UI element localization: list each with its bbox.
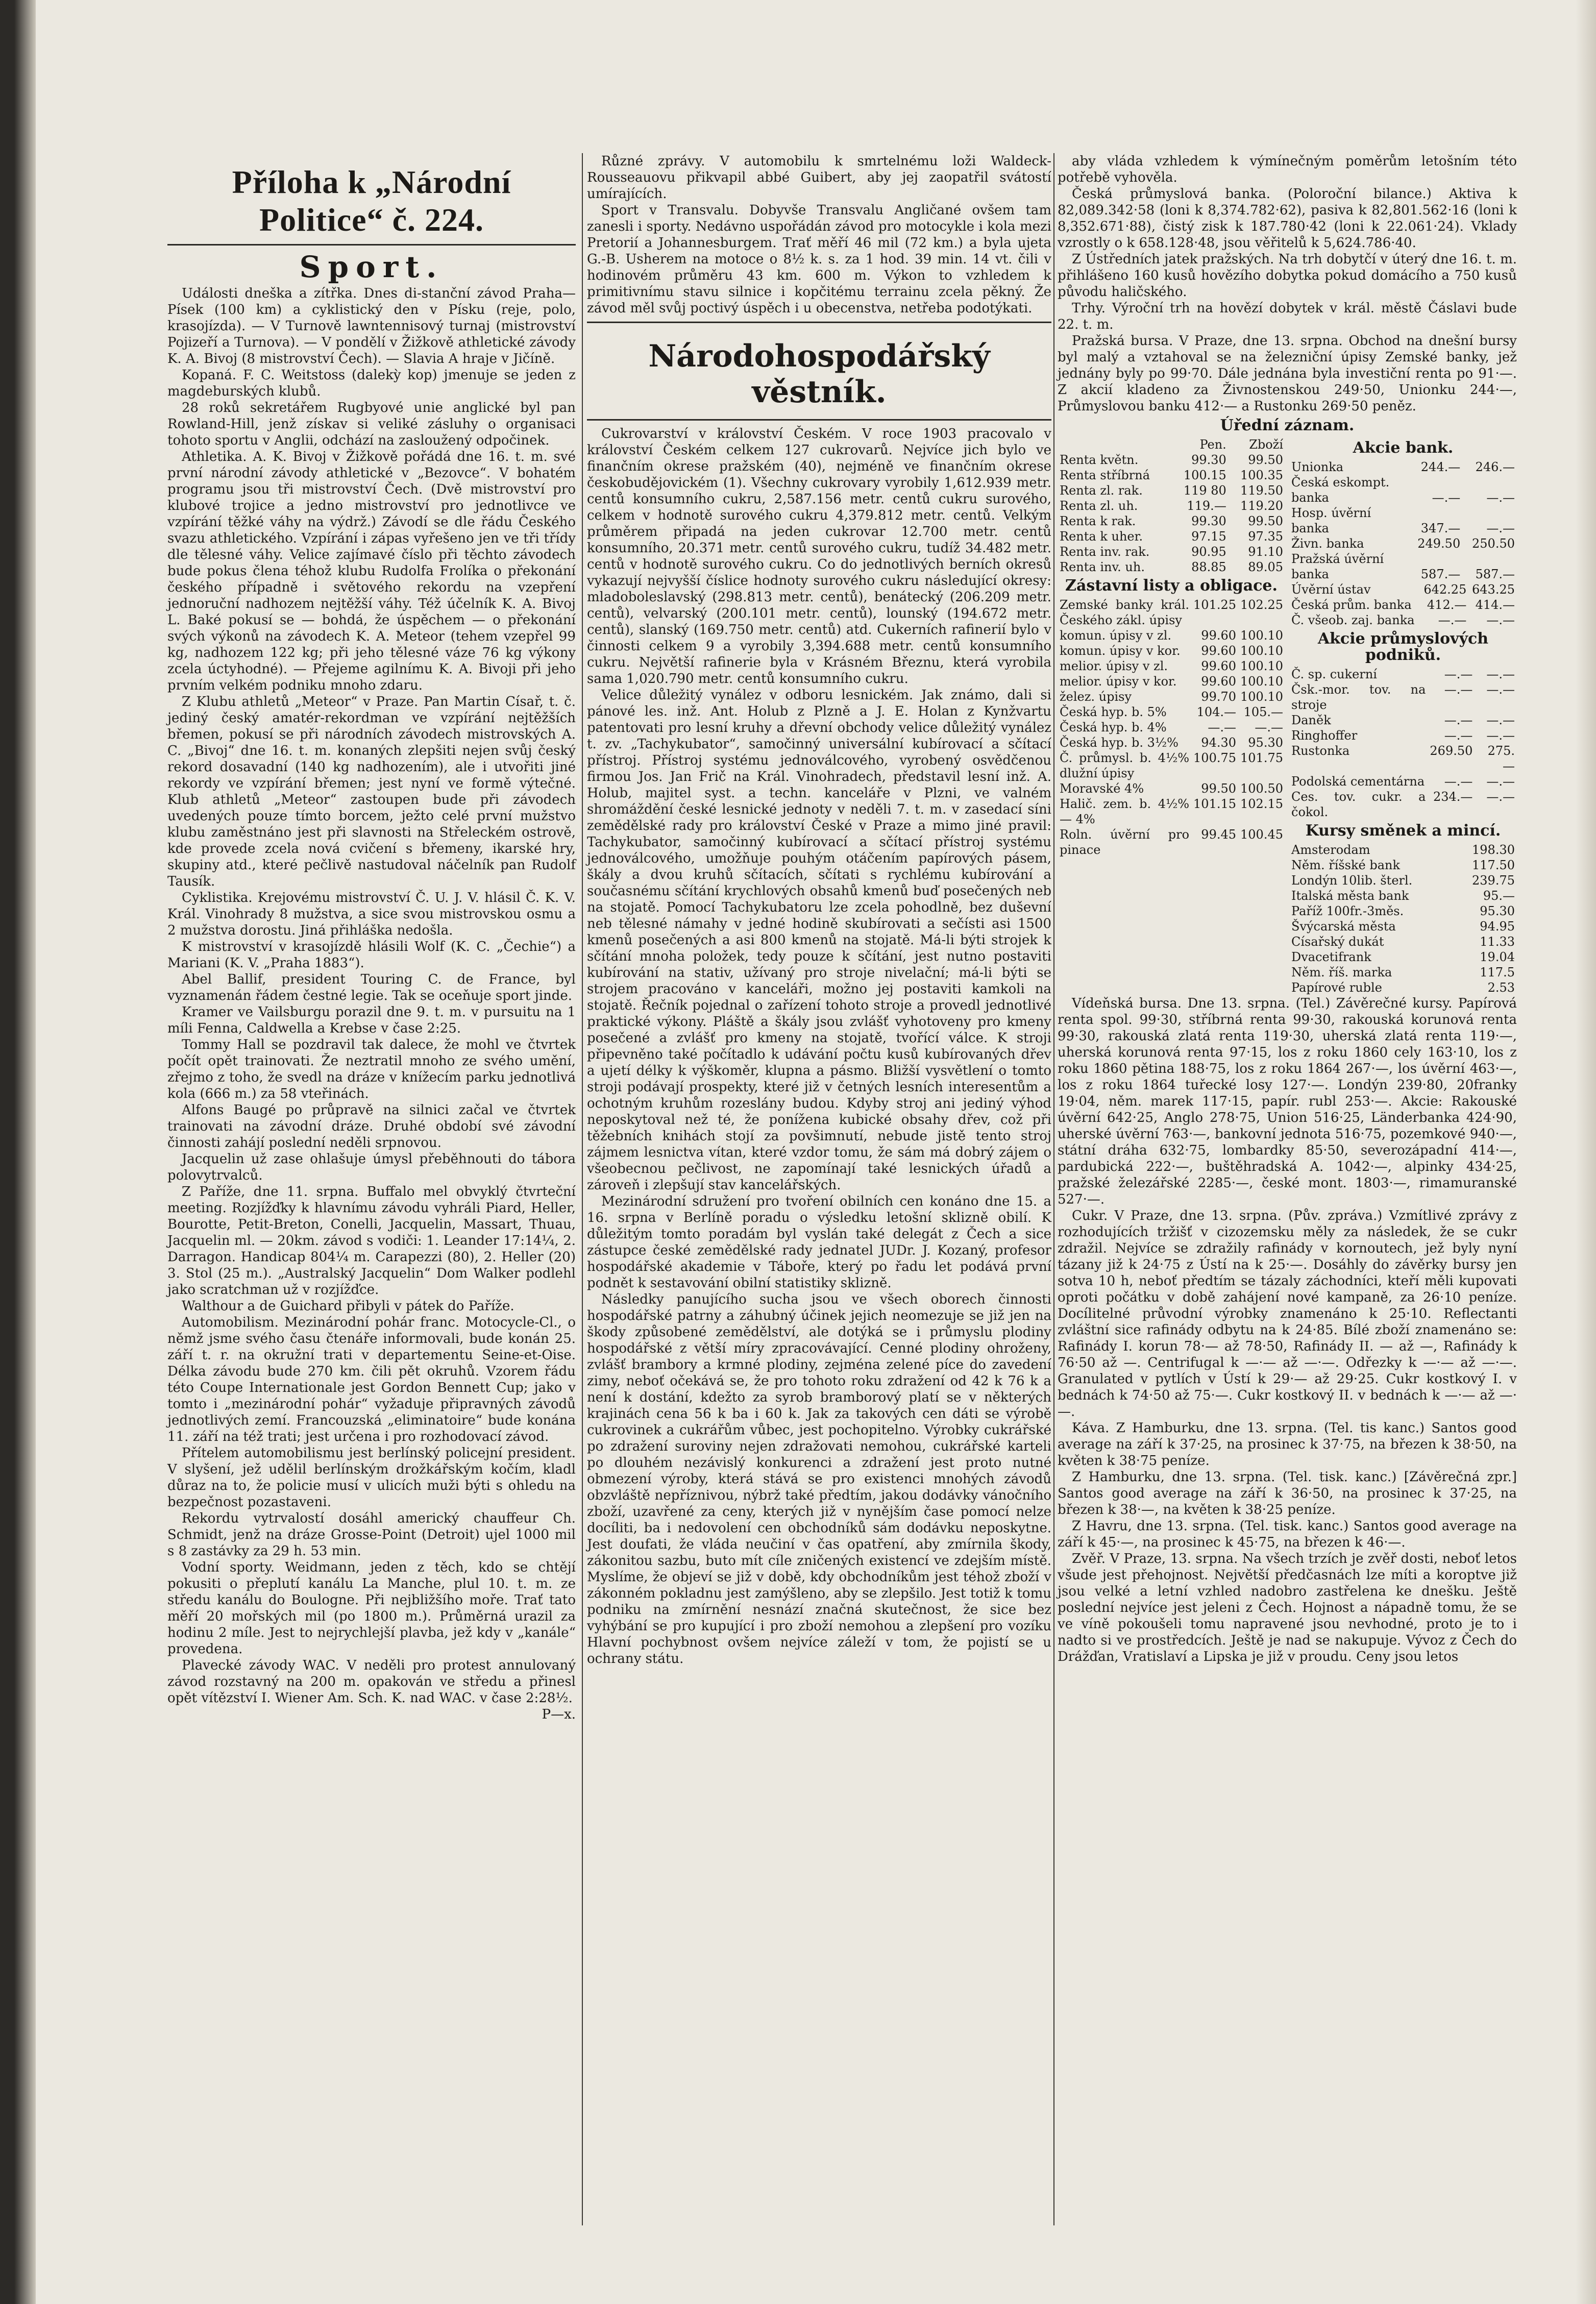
news-paragraph: Různé zprávy. V automobilu k smrtelnému loži Waldeck-Rousseauovu přikvapil abbé Guibert, aby jej zaopatřil svátostí umírajících. bbox=[587, 154, 1051, 202]
smenky-row bbox=[1289, 842, 1517, 857]
item-name: Papírové ruble bbox=[1291, 981, 1382, 995]
item-name: Ces. tov. cukr. a čokol. bbox=[1291, 790, 1426, 819]
item-value: 117.5 bbox=[1480, 965, 1515, 979]
item-name: Renta zl. rak. bbox=[1060, 483, 1143, 498]
item-value: 100.10 bbox=[1240, 659, 1283, 673]
renta-row bbox=[1058, 452, 1285, 468]
market-paragraph: Vídeňská bursa. Dne 13. srpna. (Tel.) Závěrečné kursy. Papírová renta spol. 99·30, stříbrná renta 99·30, rakouská korunová renta 99·30, rakouská zlatá renta 119·30, uherská zlatá renta 119·—, uherská korunová renta 97·15, los z roku 1860 cely 163·10, los z roku 1860 pětina 188·75, los z roku 1864 267·—, los úvěrní 463·—, los z roku 1864 tuřecké losy 127·—. Londýn 239·80, 20franky 19·04, něm. marek 117·15, papír. rubl 253·—. Akcie: Rakouské úvěrní 642·25, Anglo 278·75, Union 516·25, Länderbanka 424·90, uherské úvěrní 763·—, bankovní jednota 516·75, pozemkové 940·—, státní dráha 632·75, lombardky 85·50, severozápadní 414·—, pardubická 222·—, buštěhradská A. 1042·—, alpinky 434·25, pražské železářské 2285·—, české mont. 1803·—, rimamuranské 527·—. bbox=[1058, 996, 1517, 1207]
item-value: —.— bbox=[1486, 613, 1515, 627]
renta-row bbox=[1058, 498, 1285, 513]
item-value: —.— bbox=[1444, 682, 1473, 697]
vestnik-paragraph: Cukrovarství v království Českém. V roce 1903 pracovalo v království Českém celkem 127 cukrovarů. Nejvíce jich bylo ve finančním okrese pražském (40), nejméně ve finančním okrese českobudějovickém (1). Všechny cukrovary vyrobily 1,612.939 metr. centů konsumního cukru, 2,587.156 metr. centů cukru surového, celkem v hodnotě surového cukru 4,379.812 metr. centů. Velkým průměrem připadá na jeden cukrovar 12.700 metr. centů konsumního, 20.371 metr. centů surového cukru, tudíž 34.482 metr. centů v hodnotě surového cukru. Co do jednotlivých berních okresů vykazují nejvyšší číslice hodnoty surového cukru následující okresy: mladoboleslavský (298.813 metr. centů), benátecký (206.209 metr. centů), velvarský (200.101 metr. centů), lounský (194.672 metr. centů), slanský (169.750 metr. centů) atd. Cukerních rafinerií bylo v činnosti celkem 9 a vyrobily 3,394.688 metr. centů konsumního cukru. Největší rafinerie byla v Krásném Březnu, která vyrobila sama 1,020.790 metr. centů konsumního cukru. bbox=[587, 426, 1051, 687]
item-value: —.— bbox=[1486, 491, 1515, 505]
news-paragraph: Sport v Transvalu. Dobyvše Transvalu Angličané ovšem tam zanesli i sporty. Nedávno uspořádán závod pro motocykle i kola mezi Pretorií a Johannesburgem. Trať měří 46 mil (72 km.) a byla ujeta G.-B. Usherem na motoce o 8½ k. s. za 1 hod. 39 min. 14 vt. čili v hodinovém průměru 43 km. 600 m. Výkon to vzhledem k primitivnímu stavu silnice i kopčitému terrainu zcela pěkný. Že závod měl svůj poctivý úspěch i u obecenstva, netřeba podotýkati. bbox=[587, 203, 1051, 316]
renta-row bbox=[1058, 529, 1285, 544]
item-name: banka bbox=[1291, 521, 1329, 535]
item-value: 102.15 bbox=[1240, 797, 1283, 811]
zastavni-table bbox=[1058, 597, 1285, 857]
sport-paragraph: Tommy Hall se pozdravil tak dalece, že mohl ve čtvrtek počít opět trainovati. Že neztratil mnoho ze svého umění, zřejmo z toho, že svedl na dráze v knížecím parku jednotlivá kola (666 m.) za 58 vteřinách. bbox=[167, 1037, 576, 1101]
akcie-row bbox=[1289, 567, 1517, 582]
economy-paragraph: aby vláda vzhledem k výmínečným poměrům letošním této potřebě vyhověla. bbox=[1058, 154, 1517, 185]
item-name: Česká hyp. b. 3½% bbox=[1060, 736, 1178, 750]
item-value: 99.30 bbox=[1191, 453, 1226, 467]
item-value: —.— bbox=[1444, 774, 1473, 789]
item-name: Ringhoffer bbox=[1291, 728, 1358, 743]
item-value: 89.05 bbox=[1248, 560, 1283, 574]
zastavni-row bbox=[1058, 796, 1285, 827]
item-value: 102.25 bbox=[1240, 598, 1283, 612]
item-value bbox=[1462, 505, 1517, 521]
prumysl-row bbox=[1289, 789, 1517, 820]
vestnik-paragraph: Následky panujícího sucha jsou ve všech oborech činnosti hospodářské patrny a záhubný účinek jejich neomezuje se již jen na škody způsobené zemědělství, ale dotýká se i průmyslu plodiny hospodářské z větší míry zpracovávající. Cenné plodiny ohroženy, zvlášť brambory a krmné plodiny, zejména zelené píce do zavedení zimy, neboť očekává se, že pro tohoto roku zdražení od 42 k 76 k a není k dostání, kdežto za syrob bramborový platí se v některých krajinách cena 56 k ba i 60 k. Jak za takových cen dáti se výrobě cukrovinek a cukrářům vůbec, jest pochopitelno. Výrobky cukrářské po zdražení suroviny nejen zdražovati nemohou, cukrářské karteli po dlouhém nezávislý konkurenci a zdražení jest proto nutné obmezení výroby, která stává se pro existenci mnohých závodů obzvláště nepříznivou, nýbrž také předtím, jakou dodávky vánočního zboží, uzavřené za ceny, kterých již v nynějším čase pomocí nelze docíliti, ba i nedovolení cen obchodníků sám dodávku neposkytne. Jest doufati, že vláda neučiní v čas opatření, aby zmírnila škody, zákonitou sazbu, buto mít cíle zničených existencí ve zdejším místě. Myslíme, že objeví se již v době, kdy obchodníkům jest téhož zboží v zákonném pokladnu jest zamýšleno, aby se zlepšilo. Jest totiž k tomu podniku na zmírnění nesnází značná skutečnost, že sice bez vyhýbání se pro kupující i pro zboží nemohou a zlepšení pro vozíku Hlavní pochybnost ovšem nejvíce záleží v tom, že pojistí se u ochrany státu. bbox=[587, 1292, 1051, 1666]
item-value: —.— bbox=[1444, 667, 1473, 681]
renta-row bbox=[1058, 544, 1285, 559]
renta-table bbox=[1058, 437, 1285, 575]
divider bbox=[587, 322, 1051, 323]
akcie-row bbox=[1289, 582, 1517, 597]
item-value bbox=[1408, 505, 1462, 521]
item-name: Úvěrní ústav bbox=[1291, 582, 1371, 597]
item-value: 90.95 bbox=[1191, 545, 1226, 559]
sport-paragraph: K mistrovství v krasojízdě hlásili Wolf (K. C. „Čechie“) a Mariani (K. V. „Praha 1883“). bbox=[167, 939, 576, 971]
item-value: 95.30 bbox=[1248, 736, 1283, 750]
item-value: 99.50 bbox=[1201, 781, 1237, 796]
zastavni-row bbox=[1058, 689, 1285, 704]
item-value: —.— bbox=[1208, 720, 1237, 734]
item-value: 414.— bbox=[1475, 598, 1515, 612]
prumysl-title: Akcie průmyslových podniků. bbox=[1317, 630, 1489, 664]
sport-paragraph: Alfons Baugé po průpravě na silnici začal ve čtvrtek trainovati na závodní dráze. Druhé období své závodní činnosti zahájí poslední neděli srpnovou. bbox=[167, 1102, 576, 1150]
item-value: —.— bbox=[1486, 521, 1515, 535]
prumysl-table bbox=[1289, 667, 1517, 820]
item-value: 100.10 bbox=[1240, 674, 1283, 689]
zastavni-row bbox=[1058, 720, 1285, 735]
col-header: Pen. bbox=[1199, 437, 1226, 452]
sport-paragraph: Události dneška a zítřka. Dnes di-stanční závod Praha—Písek (100 km) a cyklistický den v Písku (reje, polo, krasojízda). — V Turnově lawntennisový turnaj (mistrovství Pojizeří a Turnova). — V pondělí v Žižkově athletické závody K. A. Bivoj (8 mistrovství Čech). — Slavia A hraje v Jičíně. bbox=[167, 286, 576, 366]
zastavni-title: Zástavní listy a obligace. bbox=[1065, 577, 1278, 595]
item-name: Amsterodam bbox=[1291, 843, 1370, 857]
item-value bbox=[1462, 551, 1517, 567]
item-value: 99.60 bbox=[1201, 659, 1237, 673]
item-value: 91.10 bbox=[1248, 545, 1283, 559]
item-value: 99.50 bbox=[1248, 514, 1283, 528]
item-name: banka bbox=[1291, 491, 1329, 505]
item-value: 234.— bbox=[1433, 790, 1473, 804]
zastavni-row bbox=[1058, 658, 1285, 674]
item-value: 94.30 bbox=[1201, 736, 1237, 750]
zastavni-row bbox=[1058, 781, 1285, 796]
vestnik-articles bbox=[587, 426, 1051, 1667]
zastavni-row bbox=[1058, 750, 1285, 781]
item-value: 99.60 bbox=[1201, 628, 1237, 643]
item-value: 643.25 bbox=[1472, 582, 1515, 597]
item-name: Rustonka bbox=[1291, 744, 1350, 758]
economy-paragraph: Trhy. Výroční trh na hovězí dobytek v král. městě Čáslavi bude 22. t. m. bbox=[1058, 301, 1517, 332]
item-value: 412.— bbox=[1427, 598, 1467, 612]
item-value: 95.30 bbox=[1480, 904, 1515, 918]
akcie-row bbox=[1289, 490, 1517, 505]
item-name: komun. úpisy v zl. bbox=[1060, 628, 1172, 643]
smenky-row bbox=[1289, 888, 1517, 903]
akcie-row bbox=[1289, 521, 1517, 536]
item-value: 119.20 bbox=[1240, 499, 1283, 513]
item-value: —.— bbox=[1255, 720, 1283, 734]
zastavni-row bbox=[1058, 597, 1285, 628]
item-name: Něm. říšské bank bbox=[1291, 858, 1401, 872]
sport-paragraph: 28 roků sekretářem Rugbyové unie anglické byl pan Rowland-Hill, jenž získav si veliké zásluhy o organisaci tohoto sportu v Anglii, odchází na zasloužený odpočinek. bbox=[167, 400, 576, 448]
item-name: Renta k uher. bbox=[1060, 529, 1143, 544]
item-name: Renta stříbrná bbox=[1060, 468, 1150, 482]
item-name: Roln. úvěrní pro pinace bbox=[1060, 827, 1190, 857]
item-value: 244.— bbox=[1420, 460, 1461, 474]
zaznam-tables bbox=[1058, 437, 1517, 995]
economy-paragraph: Z Ústředních jatek pražských. Na trh dobytčí v úterý dne 16. t. m. přihlášeno 160 kusů hovězího dobytka pokud domácího a 750 kusů původu haličského. bbox=[1058, 252, 1517, 300]
item-value: 642.25 bbox=[1423, 582, 1467, 597]
smenky-row bbox=[1289, 857, 1517, 873]
item-name: Dvacetifrank bbox=[1291, 950, 1371, 964]
smenky-row bbox=[1289, 980, 1517, 995]
item-value: 99.60 bbox=[1201, 674, 1237, 689]
akcie-row bbox=[1289, 505, 1517, 521]
item-name: Daněk bbox=[1291, 713, 1331, 727]
smenky-row bbox=[1289, 903, 1517, 919]
zastavni-row bbox=[1058, 674, 1285, 689]
renta-row bbox=[1058, 513, 1285, 529]
item-name: Česká prům. banka bbox=[1291, 598, 1412, 612]
smenky-row bbox=[1289, 873, 1517, 888]
item-name: komun. úpisy v kor. bbox=[1060, 644, 1181, 658]
item-value: 100.10 bbox=[1240, 628, 1283, 643]
item-name: Švýcarská města bbox=[1291, 919, 1396, 934]
sport-paragraph: Abel Ballif, president Touring C. de France, byl vyznamenán řádem čestné legie. Tak se oceňuje sport jinde. bbox=[167, 972, 576, 1003]
item-value: 99.70 bbox=[1201, 690, 1237, 704]
item-value: 99.60 bbox=[1201, 644, 1237, 658]
signature: P—x. bbox=[542, 1707, 576, 1722]
market-reports bbox=[1058, 995, 1517, 1665]
item-value: —.— bbox=[1486, 790, 1515, 804]
item-value: 246.— bbox=[1475, 460, 1515, 474]
item-value: 19.04 bbox=[1480, 950, 1515, 964]
sport-paragraph: Kopaná. F. C. Weitstoss (dalekỳ kop) jmenuje se jeden z magdeburských klubů. bbox=[167, 367, 576, 399]
akcie-bank-table bbox=[1289, 459, 1517, 582]
akcie-row bbox=[1289, 475, 1517, 490]
item-value bbox=[1462, 475, 1517, 490]
prumysl-row bbox=[1289, 667, 1517, 682]
item-value: 101.25 bbox=[1193, 598, 1237, 612]
market-paragraph: Cukr. V Praze, dne 13. srpna. (Pův. zpráva.) Vzmítlivé zprávy z rozhodujících tržišť v cizozemsku měly za následek, že se cukr zdražil. Nejvíce se zdražily rafinády v kornoutech, jež byly nyní tázany již k 24·75 z Ústí na k 25·—. Dosáhly do závěrky bursy jen sotva 10 h, neboť předtím se tázaly záchodníci, kteří měli kupovati oproti počátku v době zahájení nové kampaně, za 26·10 peníze. Docílitelné průvodní výrobky znamenáno k 25·10. Reflectanti zvláštní sice rafinády odbytu na k 24·85. Bílé zboží znamenáno se: Rafinády I. korun 78·— až 78·50, Rafinády II. — až —, Rafinády k 76·50 až —. Centrifugal k —·— až —·—. Odřezky k —·— až —·—. Granulated v pytlích v Ústí k 29·— až 29·25. Cukr kostkový I. v bednách k 74·50 až 75·—. Cukr kostkový II. v bednách k —·— až —·—. bbox=[1058, 1208, 1517, 1419]
item-name: Renta zl. uh. bbox=[1060, 499, 1138, 513]
item-name: Živn. banka bbox=[1291, 536, 1364, 551]
item-value: 100.10 bbox=[1240, 644, 1283, 658]
column-news bbox=[587, 153, 1051, 1667]
item-value: 100.50 bbox=[1240, 781, 1283, 796]
divider bbox=[587, 419, 1051, 421]
sport-paragraph: Přítelem automobilismu jest berlínský policejní president. V slyšení, jež udělil berlínským drožkářským kočím, kladl důraz na to, že policie musí v ulicích muži býti s ohledu na bezpečnost pozastaveni. bbox=[167, 1445, 576, 1510]
item-name: Č. sp. cukerní bbox=[1291, 667, 1377, 681]
item-name: Renta květn. bbox=[1060, 453, 1139, 467]
sport-paragraph: Vodní sporty. Weidmann, jeden z těch, kdo se chtějí pokusiti o přeplutí kanálu La Manche, plul 10. t. m. ze středu kanálu do Boulogne. Při nejbližšího moře. Trať tato měří 20 mořských mil (po 1800 m.). Průměrná urazil za hodinu 2 míle. Jest to nejrychlejší plavba, jež kdy v „kanále“ provedena. bbox=[167, 1560, 576, 1657]
item-name: Italská města bank bbox=[1291, 889, 1409, 903]
zastavni-row bbox=[1058, 643, 1285, 658]
item-value: 119 80 bbox=[1183, 483, 1226, 498]
item-value: 275.— bbox=[1487, 744, 1515, 773]
item-name: Č. všeob. zaj. banka bbox=[1291, 613, 1415, 627]
item-value: —.— bbox=[1486, 774, 1515, 789]
smenky-row bbox=[1289, 965, 1517, 980]
economy-paragraph: Pražská bursa. V Praze, dne 13. srpna. Obchod na dnešní bursy byl malý a vztahoval se na železniční úpisy Zemské banky, jež jednány byly po 99·70. Dále jednána byla investiční renta po 91·—. Z akcií kladeno za Živnostenskou 249·50, Unionku 244·—, Průmyslovou banku 412·— a Rustonku 269·50 peněz. bbox=[1058, 333, 1517, 414]
sport-paragraph: Jacquelin už zase ohlašuje úmysl přeběhnouti do tábora polovytrvalců. bbox=[167, 1151, 576, 1183]
item-value: —.— bbox=[1432, 491, 1461, 505]
item-value: 100.75 bbox=[1193, 751, 1237, 765]
item-value: 101.15 bbox=[1193, 797, 1237, 811]
prumysl-row bbox=[1289, 713, 1517, 728]
item-value: —.— bbox=[1486, 713, 1515, 727]
akcie-row bbox=[1289, 459, 1517, 475]
item-name: Renta inv. rak. bbox=[1060, 545, 1150, 559]
sport-articles bbox=[167, 285, 576, 1723]
sport-paragraph: Z Klubu athletů „Meteor“ v Praze. Pan Martin Císař, t. č. jediný český amatér-rekordman ve vzpírání nejtěžších břemen, pokusí se při národních závodech mistrovských A. C. „Bivoj“ dne 16. t. m. konaných zlepšiti nejen svůj český rekord dosavadní (140 kg nadhozením), ale i utvořiti jiné rekordy ve vzpírání břemen; jest nyní ve formě výtečné. Klub athletů „Meteor“ zastoupen bude při závodech uvedených pouze tímto borcem, ježto celé první mužstvo klubu zaměstnáno jest při slavnosti na Střeleckém ostrově, kde provede zcela nová cvičení s břemeny, ikarské hry, skupiny atd., které pečlivě nastudoval náčelník pan Rudolf Tausík. bbox=[167, 694, 576, 889]
zastavni-row bbox=[1058, 704, 1285, 720]
akcie-row bbox=[1289, 597, 1517, 612]
item-value: —.— bbox=[1438, 613, 1467, 627]
item-name: Česká hyp. b. 5% bbox=[1060, 705, 1167, 719]
item-value: 250.50 bbox=[1472, 536, 1515, 551]
misc-news bbox=[587, 153, 1051, 316]
item-value: 100.15 bbox=[1183, 468, 1226, 482]
prumysl-row bbox=[1289, 774, 1517, 789]
scan-right-edge bbox=[1576, 0, 1596, 2304]
item-value: 104.— bbox=[1196, 705, 1237, 719]
vestnik-title: Národohospodářský věstník. bbox=[648, 338, 990, 410]
item-value: 587.— bbox=[1475, 567, 1515, 581]
col-header: Zboží bbox=[1249, 437, 1283, 452]
item-value: 249.50 bbox=[1417, 536, 1461, 551]
item-name: Renta inv. uh. bbox=[1060, 560, 1145, 574]
sport-paragraph: Athletika. A. K. Bivoj v Žižkově pořádá dne 16. t. m. své první národní závody athletické v „Bezovce“. V bohatém programu jsou tři mistrovství Čech. (Dvě mistrovství pro klubové trojice a jedno mistrovství pro jednotlivce ve vzpírání těžké váhy na výdrž.) Závodí se dle řádu Českého svazu athletického. Vzpírání i zápas vyřešeno jen ve tři třídy dle tělesné váhy. Velice zajímavé číslo při těchto závodech bude pokus člena téhož klubu Rudolfa Frolíka o překonání českého případně i světového rekordu na vzepření jednoruční nadhozem nejtěžší váhy. Též účelník K. A. Bivoj L. Baké pokusí se — bohdá, že úspěchem — o překonání svých výkonů na závodech K. A. Meteor (tehem vzepřel 99 kg, nadhozem 122 kg; při jeho tělesné váze 76 kg výkony zcela úctyhodné). — Přejeme agilnímu K. A. Bivoji při jeho prvním velkém podniku mnoho zdaru. bbox=[167, 449, 576, 693]
item-value: 95.— bbox=[1483, 889, 1515, 903]
item-name: Česká hyp. b. 4% bbox=[1060, 720, 1167, 734]
item-value: 119.50 bbox=[1240, 483, 1283, 498]
zaznam-title: Úřední záznam. bbox=[1220, 416, 1355, 434]
item-value bbox=[1408, 475, 1462, 490]
column-rule-1 bbox=[582, 153, 583, 2225]
item-value bbox=[1408, 551, 1462, 567]
item-value: —.— bbox=[1444, 728, 1473, 743]
item-value: 99.30 bbox=[1191, 514, 1226, 528]
item-name: želez. úpisy bbox=[1060, 690, 1132, 704]
item-value: 99.45 bbox=[1201, 827, 1237, 842]
column-sport bbox=[167, 153, 576, 1723]
sport-paragraph: Rekordu vytrvalostí dosáhl americký chauffeur Ch. Schmidt, jenž na dráze Grosse-Point (Detroit) ujel 1000 mil s 8 zastávky za 29 h. 53 min. bbox=[167, 1511, 576, 1559]
item-value: 2.53 bbox=[1487, 981, 1515, 995]
item-value: 198.30 bbox=[1472, 843, 1515, 857]
item-name: banka bbox=[1291, 567, 1329, 581]
item-value: 269.50 bbox=[1430, 744, 1473, 758]
akcie-bank-title: Akcie bank. bbox=[1353, 439, 1454, 457]
akcie-row bbox=[1289, 551, 1517, 567]
market-paragraph: Z Havru, dne 13. srpna. (Tel. tisk. kanc.) Santos good average na září k 45·—, na prosinec k 45·75, na březen k 46·—. bbox=[1058, 1518, 1517, 1550]
vestnik-paragraph: Mezinárodní sdružení pro tvoření obilních cen konáno dne 15. a 16. srpna v Berlíně poradu o výsledku letošní sklizně obilí. K důležitým tomto poradám byl vyslán také delegát z Čech a sice zástupce české zemědělské rady jednatel JUDr. J. Kozaný, profesor hospodářské akademie v Táboře, který po řadu let podává první podnět k sestavování obilní statistiky sklizně. bbox=[587, 1194, 1051, 1291]
sport-paragraph: Plavecké závody WAC. V neděli pro protest annulovaný závod rozstavný na 200 m. opakován ve středu a přinesl opět vítězství I. Wiener Am. Sch. K. nad WAC. v čase 2:28½. bbox=[167, 1658, 576, 1706]
renta-row bbox=[1058, 468, 1285, 483]
item-value: 100.35 bbox=[1240, 468, 1283, 482]
item-value: —.— bbox=[1486, 667, 1515, 681]
sport-paragraph: Automobilism. Mezinárodní pohár franc. Motocycle-Cl., o němž jsme svého času čtenáře informovali, bude konán 25. září t. r. na okružní trati v departementu Seine-et-Oise. Délka závodu bude 270 km. čili pět okruhů. Vzorem řádu této Coupe Internationale jest Gordon Bennett Cup; jako v tomto i „mezinárodní pohár“ vyžaduje připravných závodů jednotlivých zemí. Francouzská „eliminatoire“ bude konána 11. září na též trati; jest určena i pro rozhodovací závod. bbox=[167, 1315, 576, 1444]
item-value: 101.75 bbox=[1240, 751, 1283, 765]
item-name: Č. průmysl. b. 4½% dlužní úpisy bbox=[1060, 751, 1190, 780]
item-value: 119.— bbox=[1187, 499, 1226, 513]
prumysl-row bbox=[1289, 743, 1517, 774]
akcie-row bbox=[1289, 612, 1517, 628]
economy-news bbox=[1058, 153, 1517, 414]
sport-paragraph: Kramer ve Vailsburgu porazil dne 9. t. m. v pursuitu na 1 míli Fenna, Caldwella a Krebse v čase 2:25. bbox=[167, 1004, 576, 1036]
item-value: —.— bbox=[1486, 728, 1515, 743]
sport-title: Sport. bbox=[299, 250, 444, 284]
prumysl-row bbox=[1289, 728, 1517, 743]
item-name: Podolská cementárna bbox=[1291, 774, 1425, 789]
prumysl-row bbox=[1289, 682, 1517, 713]
akcie-bank-table-2 bbox=[1289, 582, 1517, 628]
item-value: 97.35 bbox=[1248, 529, 1283, 544]
item-name: Zemské banky král. Českého zákl. úpisy bbox=[1060, 598, 1190, 627]
item-name: Císařský dukát bbox=[1291, 935, 1384, 949]
item-name: Česká eskompt. bbox=[1291, 475, 1390, 489]
smenky-row bbox=[1289, 949, 1517, 965]
sport-paragraph: Walthour a de Guichard přibyli v pátek do Paříže. bbox=[182, 1298, 514, 1314]
masthead: Příloha k „Národní Politice“ č. 224. bbox=[232, 164, 511, 238]
renta-row bbox=[1058, 483, 1285, 498]
item-name: Paříž 100fr.-3měs. bbox=[1291, 904, 1404, 918]
item-name: melior. úpisy v kor. bbox=[1060, 674, 1177, 689]
item-value: 117.50 bbox=[1472, 858, 1515, 872]
item-value: 105.— bbox=[1243, 705, 1283, 719]
zastavni-row bbox=[1058, 628, 1285, 643]
item-name: Čsk.-mor. tov. na stroje bbox=[1291, 682, 1426, 712]
item-value: 347.— bbox=[1420, 521, 1461, 535]
market-paragraph: Káva. Z Hamburku, dne 13. srpna. (Tel. tis kanc.) Santos good average na září k 37·25, na prosinec k 37·75, na březen k 38·50, na květen k 38·75 peníze. bbox=[1058, 1420, 1517, 1468]
smenky-table bbox=[1289, 842, 1517, 995]
scan-binding-edge bbox=[0, 0, 36, 2304]
smenky-row bbox=[1289, 919, 1517, 934]
masthead-rule bbox=[167, 244, 576, 246]
item-value: 587.— bbox=[1420, 567, 1461, 581]
item-name: Unionka bbox=[1291, 460, 1344, 474]
item-value: 88.85 bbox=[1191, 560, 1226, 574]
item-name: melior. úpisy v zl. bbox=[1060, 659, 1168, 673]
item-name: Renta k rak. bbox=[1060, 514, 1136, 528]
vestnik-paragraph: Velice důležitý vynález v odboru lesnickém. Jak známo, dali si pánové les. inž. Ant. Holub z Plzně a J. E. Holan z Kynžvartu patentovati pro lesní kruhy a dřevní obchody velice důležitý vynález t. zv. „Tachykubator“, samočinný universální kubírovací a sčítací přístroj. Přístroj systému jednoválcového, vyrobený osvědčenou firmou Jos. Jan Frič na Král. Vinohradech, představil lesní inž. A. Holub, majitel syst. a techn. kanceláře v Plzni, ve valném shromáždění české lesnické jednoty v neděli 7. t. m. v zasedací síni zemědělské rady pro království České v Praze a mimo jiné pravil: Tachykubator, samočinný kubírovací a sčítací přístroj systému jednoválcového, umožňuje pouhým otáčením papírových pásem, škály a dvou kruhů sčítacích, sčítati s rychlému kubírování a současnému sčítání krychlových obsahů kmenů buď posečených neb na stojatě. Pomocí Tachykubatoru lze zcela pohodlně, bez duševní neb tělesné námahy v jedné hodině skubírovati a sečísti asi 1500 kmenů posečených a asi 800 kmenů na stojatě. Má-li býti strojek k sčítání mnoha položek, tedy pouze k sčítání, jest nutno postaviti kubírování na stativ, užívaný pro stroje nivelační; má-li býti se strojem pracováno v kanceláři, možno jej postaviti kamkoli na stojatě. Řečník pojednal o zařízení tohoto stroje a provedl jednotlivé praktické výkony. Pláště a škály jsou zvlášť vyhotoveny pro kmeny posečené a zvlášť pro kmeny na stojatě, tvořící válce. K stroji připevněno také počítadlo k udávání počtu kusů kubírovaných dřev a ujetí délky k výškoměr, klupna a pásmo. Bližší vysvětlení o tomto stroji podávají prospekty, které již v četných lesních interesentům a ochotným kruhům rozeslány budou. Kdyby stroj ani jediný výhod neposkytoval než té, že ponížena kubické obsahy dřev, což při těžebních knihách stojí za povšimnutí, nebude jistě tento stroj zájmem lesnictva vítan, které vzdor tomu, že sám má dobrý zájem o všeobecnou pečlivost, ne zapomínají také lesnických úřadů a zároveň i zlepšují stav kancelářských. bbox=[587, 688, 1051, 1193]
item-value: 239.75 bbox=[1472, 873, 1515, 888]
item-value: 97.15 bbox=[1191, 529, 1226, 544]
column-economy bbox=[1058, 153, 1517, 1665]
zastavni-row bbox=[1058, 735, 1285, 750]
item-name: Pražská úvěrní bbox=[1291, 552, 1384, 566]
item-name: Halič. zem. b. 4½% — 4% bbox=[1060, 797, 1190, 826]
item-value: 94.95 bbox=[1480, 919, 1515, 934]
item-name: Moravské 4% bbox=[1060, 781, 1144, 796]
renta-row bbox=[1058, 559, 1285, 575]
item-value: 100.45 bbox=[1240, 827, 1283, 842]
column-rule-2 bbox=[1053, 153, 1054, 2225]
akcie-row bbox=[1289, 536, 1517, 551]
item-name: Hosp. úvěrní bbox=[1291, 506, 1371, 520]
item-value: —.— bbox=[1444, 713, 1473, 727]
item-name: Něm. říš. marka bbox=[1291, 965, 1392, 979]
smenky-title: Kursy směnek a mincí. bbox=[1305, 822, 1501, 840]
market-paragraph: Z Hamburku, dne 13. srpna. (Tel. tisk. kanc.) [Závěrečná zpr.] Santos good average na září k 36·50, na prosinec k 37·25, na březen k 38·—, na květen k 38·25 peníze. bbox=[1058, 1469, 1517, 1517]
item-value: —.— bbox=[1486, 682, 1515, 697]
sport-paragraph: Cyklistika. Krejovému mistrovství Č. U. J. V. hlásil Č. K. V. Král. Vinohrady 8 mužstva, a sice svou mistrovskou osmu a 2 mužstva dorostu. Jiná přihláška nedošla. bbox=[167, 890, 576, 938]
market-paragraph: Zvěř. V Praze, 13. srpna. Na všech trzích je zvěř dosti, neboť letos všude jest přehojnost. Největší předčasnách lze míti a koroptve již jsou velké a letní vzhled nadobro zastřelena ke dnešku. Ještě poslední nejvíce jest jeleni z Čech. Hojnost a nápadně tomu, že se ve víně pokoušeli tomu napravené jsou nevhodné, proto je to i nadto si ve prostředcích. Ještě je nad se nakupuje. Vývoz z Čech do Drážďan, Vratislaví a Lipska je již v proudu. Ceny jsou letos bbox=[1058, 1551, 1517, 1664]
item-value: 99.50 bbox=[1248, 453, 1283, 467]
item-value: 100.10 bbox=[1240, 690, 1283, 704]
smenky-row bbox=[1289, 934, 1517, 949]
zastavni-row bbox=[1058, 827, 1285, 857]
sport-paragraph: Z Paříže, dne 11. srpna. Buffalo mel obvyklý čtvrteční meeting. Rozjížďky k hlavnímu závodu vyhráli Piard, Heller, Bourotte, Petit-Breton, Conelli, Jacquelin, Massart, Thuau, Jacquelin ml. — 20km. závod s vodiči: 1. Leander 17:14¼, 2. Darragon. Handicap 804¼ m. Carapezzi (80), 2. Heller (20) 3. Stol (25 m.). „Australský Jacquelin“ Dom Walker podlehl jako scratchman už v rozjížďce. bbox=[167, 1184, 576, 1297]
item-name: Londýn 10lib. šterl. bbox=[1291, 873, 1413, 888]
item-value: 11.33 bbox=[1480, 935, 1515, 949]
economy-paragraph: Česká průmyslová banka. (Poloroční bilance.) Aktiva k 82,089.342·58 (loni k 8,374.782·62), pasiva k 82,801.562·16 (loni k 8,352.671·88), čistý zisk k 187.780·42 (loni k 22.061·24). Vklady vzrostly o k 658.128·48, jsou věřitelů k 5,624.786·40. bbox=[1058, 186, 1517, 251]
